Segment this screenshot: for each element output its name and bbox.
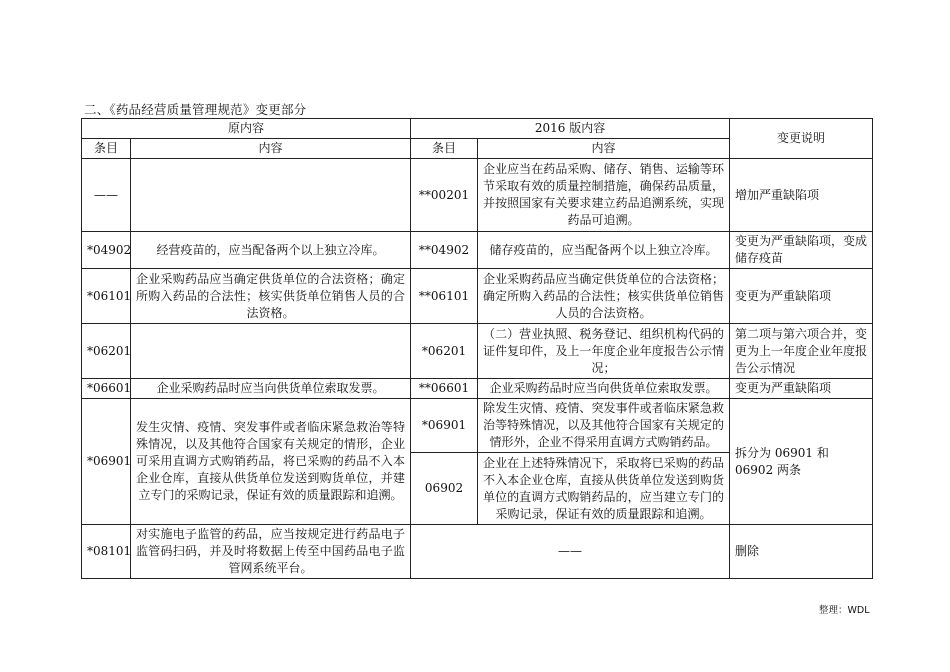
new-content: 企业采购药品时应当向供货单位索取发票。	[478, 379, 730, 399]
orig-item: *06201	[82, 324, 131, 379]
change-note: 拆分为 06901 和 06902 两条	[730, 399, 873, 525]
change-note: 删除	[730, 525, 873, 579]
table-row	[82, 525, 873, 579]
new-item: *06901	[411, 399, 478, 453]
section-heading: 二、《药品经营质量管理规范》变更部分	[84, 102, 307, 117]
header-2016: 2016 版内容	[411, 119, 730, 139]
orig-content	[131, 159, 411, 232]
new-content: 企业采购药品应当确定供货单位的合法资格；确定所购入药品的合法性；核实供货单位销售人员的合法资格。	[478, 269, 730, 324]
new-item: **06601	[411, 379, 478, 399]
orig-item: *06601	[82, 379, 131, 399]
new-item: *06201	[411, 324, 478, 379]
table-row	[82, 232, 873, 269]
header-orig-content: 内容	[131, 139, 411, 159]
orig-content: 企业采购药品时应当向供货单位索取发票。	[131, 379, 411, 399]
orig-content: 发生灾情、疫情、突发事件或者临床紧急救治等特殊情况，以及其他符合国家有关规定的情形，企业可采用直调方式购销药品，将已采购的药品不入本企业仓库，直接从供货单位发送到购货单位，并建立专门的采购记录，保证有效的质量跟踪和追溯。	[131, 399, 411, 525]
table-row	[82, 269, 873, 324]
new-content: ——	[411, 525, 730, 579]
new-content: 企业在上述特殊情况下，采取将已采购的药品不入本企业仓库，直接从供货单位发送到购货单位的直调方式购销药品的，应当建立专门的采购记录，保证有效的质量跟踪和追溯。	[478, 453, 730, 525]
new-item: **06101	[411, 269, 478, 324]
orig-content: 经营疫苗的，应当配备两个以上独立冷库。	[131, 232, 411, 269]
new-content: 除发生灾情、疫情、突发事件或者临床紧急救治等特殊情况，以及其他符合国家有关规定的情形外，企业不得采用直调方式购销药品。	[478, 399, 730, 453]
header-change-note: 变更说明	[730, 119, 873, 159]
table-header-row	[82, 119, 873, 139]
orig-item: *04902	[82, 232, 131, 269]
header-original: 原内容	[82, 119, 411, 139]
table-row	[82, 379, 873, 399]
new-item: **04902	[411, 232, 478, 269]
compiler-credit: 整理：WDL	[819, 605, 870, 616]
orig-item: *08101	[82, 525, 131, 579]
new-item: **00201	[411, 159, 478, 232]
new-item: 06902	[411, 453, 478, 525]
orig-content: 对实施电子监管的药品，应当按规定进行药品电子监管码扫码，并及时将数据上传至中国药品电子监管网系统平台。	[131, 525, 411, 579]
header-orig-item: 条目	[82, 139, 131, 159]
orig-item: *06101	[82, 269, 131, 324]
header-new-item: 条目	[411, 139, 478, 159]
change-note: 变更为严重缺陷项，变成储存疫苗	[730, 232, 873, 269]
orig-content	[131, 324, 411, 379]
table-row	[82, 399, 873, 453]
new-content: 储存疫苗的，应当配备两个以上独立冷库。	[478, 232, 730, 269]
orig-item: *06901	[82, 399, 131, 525]
table-row	[82, 324, 873, 379]
change-note: 变更为严重缺陷项	[730, 379, 873, 399]
change-note: 第二项与第六项合并，变更为上一年度企业年度报告公示情况	[730, 324, 873, 379]
table-row	[82, 159, 873, 232]
gsp-change-table	[81, 118, 873, 579]
change-note: 变更为严重缺陷项	[730, 269, 873, 324]
change-note: 增加严重缺陷项	[730, 159, 873, 232]
header-new-content: 内容	[478, 139, 730, 159]
orig-item: ——	[82, 159, 131, 232]
orig-content: 企业采购药品应当确定供货单位的合法资格；确定所购入药品的合法性；核实供货单位销售人员的合法资格。	[131, 269, 411, 324]
new-content: 企业应当在药品采购、储存、销售、运输等环节采取有效的质量控制措施，确保药品质量，并按照国家有关要求建立药品追溯系统，实现药品可追溯。	[478, 159, 730, 232]
new-content: （二）营业执照、税务登记、组织机构代码的证件复印件，及上一年度企业年度报告公示情况；	[478, 324, 730, 379]
